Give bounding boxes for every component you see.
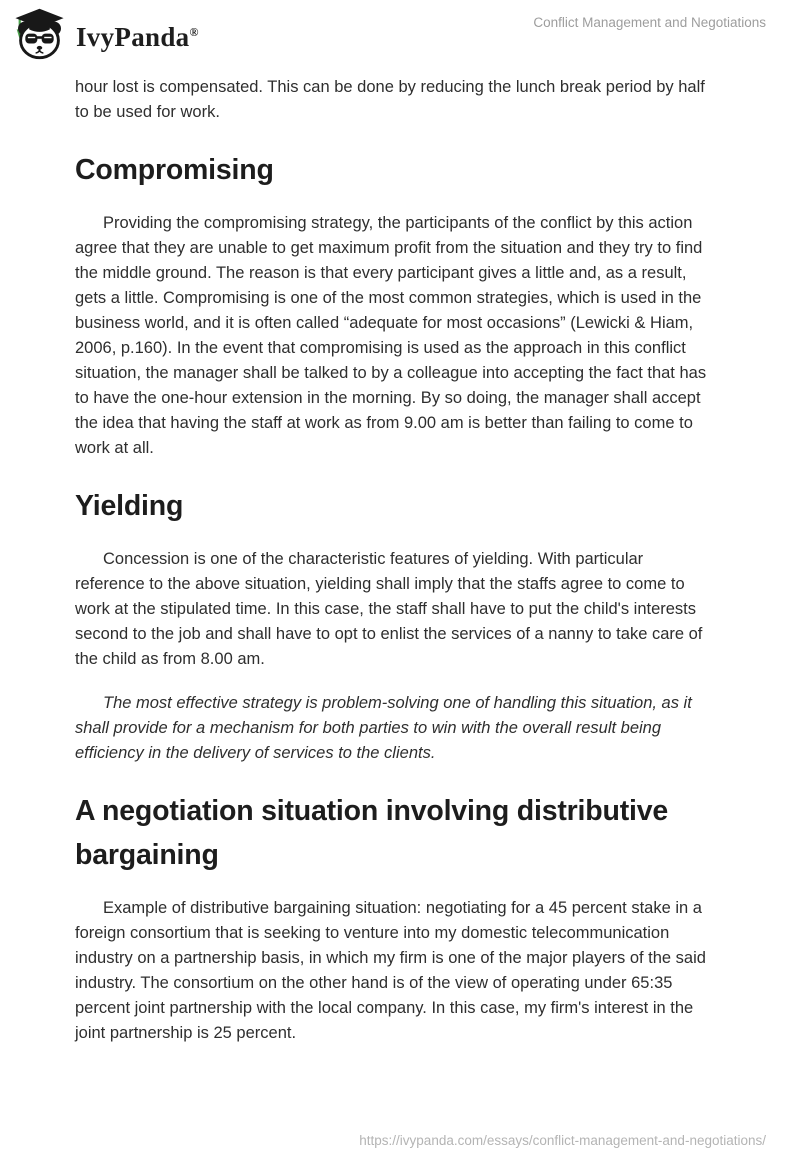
document-body <box>75 75 710 1046</box>
registered-mark: ® <box>189 24 199 39</box>
ivypanda-logo[interactable] <box>12 7 198 67</box>
heading-compromising: Compromising <box>75 154 274 186</box>
paragraph-yielding: Concession is one of the characteristic features of yielding. With particular reference to the above situation, yielding shall imply that the staffs agree to come to work at the stipulated time. In this case, the staff shall have to put the child's interests second to the job and shall have to opt to enlist the services of a nanny to take care of the child as from 8.00 am. <box>75 550 703 668</box>
paragraph-effective-strategy-note: The most effective strategy is problem-solving one of handling this situation, as it shall provide for a mechanism for both parties to win with the overall result being efficiency in the delivery of services to the clients. <box>75 694 692 762</box>
logo-wordmark <box>76 22 198 53</box>
logo-text: IvyPanda <box>76 21 190 52</box>
paragraph-compromising: Providing the compromising strategy, the participants of the conflict by this action agree that they are unable to get maximum profit from the situation and they try to find the middle ground. The reason is that every participant gives a little and, as a result, gets a little. Compromising is one of the most common strategies, which is used in the business world, and it is often called “adequate for most occasions” (Lewicki & Hiam, 2006, p.160). In the event that compromising is used as the approach in this conflict situation, the manager shall be talked to by a colleague into accepting the fact that has to have the one-hour extension in the morning. By so doing, the manager shall accept the idea that having the staff at work as from 9.00 am is better than failing to come to work at all. <box>75 214 707 457</box>
page-header <box>0 0 800 64</box>
heading-negotiation-distributive-bargaining: A negotiation situation involving distributive bargaining <box>75 795 669 871</box>
running-head-title: Conflict Management and Negotiations <box>533 15 766 30</box>
paragraph-negotiation-example: Example of distributive bargaining situation: negotiating for a 45 percent stake in a foreign consortium that is seeking to venture into my domestic telecommunication industry on a partnership basis, in which my firm is one of the major players of the said industry. The consortium on the other hand is of the view of operating under 65:35 percent joint partnership with the local company. In this case, my firm's interest in the joint partnership is 25 percent. <box>75 899 706 1042</box>
source-url-link[interactable]: https://ivypanda.com/essays/conflict-management-and-negotiations/ <box>359 1133 766 1148</box>
heading-yielding: Yielding <box>75 490 184 522</box>
panda-graduate-icon <box>12 7 67 67</box>
paragraph-intro-continuation: hour lost is compensated. This can be done by reducing the lunch break period by half to be used for work. <box>75 78 705 121</box>
